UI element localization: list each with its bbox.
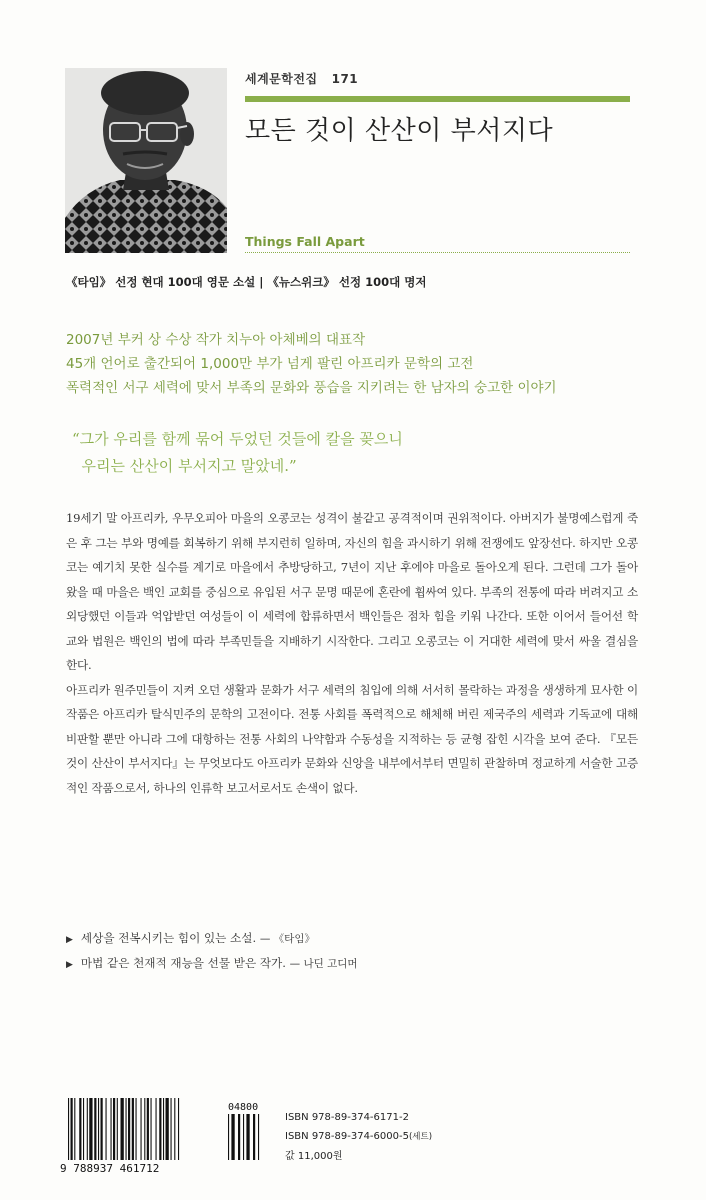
triangle-right-icon: ▶ <box>66 935 73 945</box>
review-source: — 나딘 고디머 <box>289 958 358 970</box>
highlight-line: 폭력적인 서구 세력에 맞서 부족의 문화와 풍습을 지키려는 한 남자의 숭고한 이야기 <box>66 380 557 396</box>
reviews <box>66 926 646 976</box>
synopsis-paragraph: 19세기 말 아프리카, 우무오피아 마을의 오콩코는 성격이 불같고 공격적이며 권위적이다. 아버지가 불명예스럽게 죽은 후 그는 부와 명예를 회복하기 위해 부지런히 일하며, 자신의 힘을 과시하기 위해 전쟁에도 앞장선다. 하지만 오콩코는 예기치 못한 실수를 계기로 마을에서 추방당하고, 7년이 지난 후에야 마을로 돌아오게 된다. 그런데 그가 돌아왔을 때 마을은 백인 교회를 중심으로 유입된 서구 문명 때문에 혼란에 휩싸여 있다. 부족의 전통에 따라 버려지고 소외당했던 이들과 억압받던 여성들이 이 세력에 합류하면서 백인들은 점차 힘을 키워 나간다. 또한 이어서 들어선 학교와 법원은 백인의 법에 따라 부족민들을 지배하기 시작한다. 그리고 오콩코는 이 거대한 세력에 맞서 싸울 결심을 한다. <box>66 511 638 672</box>
author-photo <box>65 68 227 253</box>
dotted-divider <box>245 252 630 253</box>
book-title: 모든 것이 산산이 부서지다 <box>245 116 554 146</box>
synopsis <box>66 506 638 800</box>
pull-quote: “그가 우리를 함께 묶어 두었던 것들에 칼을 꽂으니 우리는 산산이 부서지고 말았네.” <box>72 430 403 475</box>
review-source: — 《타임》 <box>259 933 315 945</box>
synopsis-paragraph: 아프리카 원주민들이 지켜 오던 생활과 문화가 서구 세력의 침입에 의해 서서히 몰락하는 과정을 생생하게 묘사한 이 작품은 아프리카 탈식민주의 문학의 고전이다. 전통 사회를 폭력적으로 해체해 버린 제국주의 세력과 기독교에 대해 비판할 뿐만 아니라 그에 대항하는 전통 사회의 나약함과 수동성을 지적하는 등 균형 잡힌 시각을 보여 준다. 『모든 것이 산산이 부서지다』는 무엇보다도 아프리카 문화와 신앙을 내부에서부터 면밀히 관찰하며 정교하게 서술한 고증적인 작품으로서, 하나의 인류학 보고서로서도 손색이 없다. <box>66 682 638 795</box>
series-name: 세계문학전집 <box>245 72 318 86</box>
isbn-line: ISBN 978-89-374-6171-2 <box>285 1112 409 1123</box>
review-text: 마법 같은 천재적 재능을 선물 받은 작가. <box>80 956 286 970</box>
isbn-line: ISBN 978-89-374-6000-5(세트) <box>285 1131 433 1142</box>
book-subtitle: Things Fall Apart <box>245 234 365 249</box>
isbn-block <box>285 1108 432 1166</box>
series-label <box>245 70 358 87</box>
green-divider <box>245 96 630 102</box>
series-number: 171 <box>331 72 359 86</box>
highlight-line: 45개 언어로 출간되어 1,000만 부가 넘게 팔린 아프리카 문학의 고전 <box>66 356 474 372</box>
review-item <box>66 926 646 951</box>
price: 값 11,000원 <box>285 1151 343 1162</box>
isbn-set-note: (세트) <box>408 1132 433 1142</box>
barcode <box>60 1098 282 1174</box>
triangle-right-icon: ▶ <box>66 960 73 970</box>
review-text: 세상을 전복시키는 힘이 있는 소설. <box>80 931 257 945</box>
review-item <box>66 951 646 976</box>
barcode-addon: 04800 <box>228 1102 259 1113</box>
highlights <box>66 328 666 400</box>
selection-line: 《타임》 선정 현대 100대 영문 소설 | 《뉴스위크》 선정 100대 명저 <box>66 275 427 289</box>
highlight-line: 2007년 부커 상 수상 작가 치누아 아체베의 대표작 <box>66 332 366 348</box>
barcode-digits: 9 788937 461712 <box>60 1162 160 1174</box>
